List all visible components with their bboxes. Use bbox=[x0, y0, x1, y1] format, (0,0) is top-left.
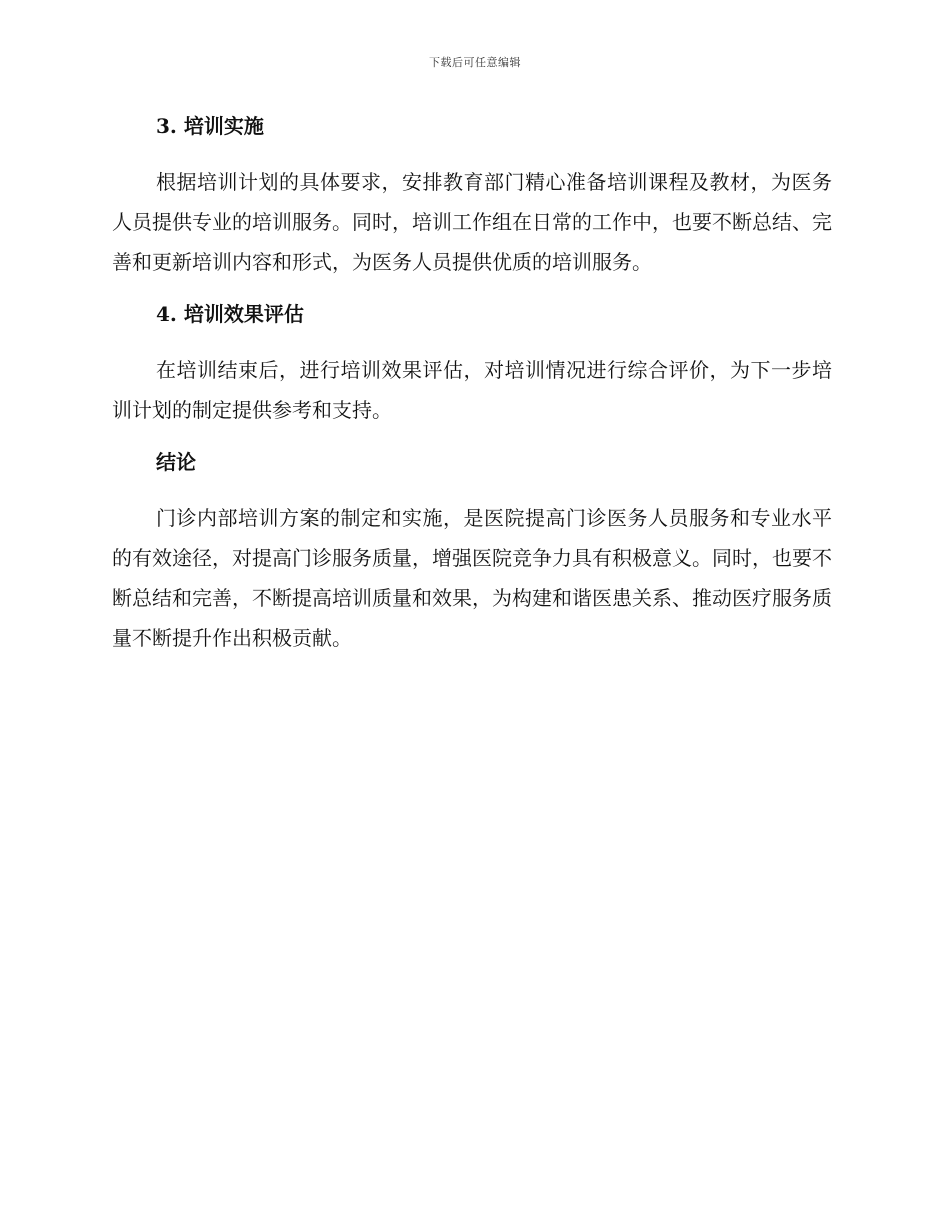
section-heading: 3. 培训实施 bbox=[156, 114, 264, 138]
section-training-evaluation bbox=[112, 294, 832, 430]
section-paragraph: 在培训结束后，进行培训效果评估，对培训情况进行综合评价，为下一步培训计划的制定提供参考和支持。 bbox=[112, 358, 832, 422]
section-conclusion bbox=[112, 442, 832, 658]
document-body bbox=[112, 106, 832, 670]
section-heading: 4. 培训效果评估 bbox=[156, 302, 304, 326]
page-header-note: 下载后可任意编辑 bbox=[429, 56, 521, 69]
section-paragraph: 门诊内部培训方案的制定和实施，是医院提高门诊医务人员服务和专业水平的有效途径，对提高门诊服务质量，增强医院竞争力具有积极意义。同时，也要不断总结和完善，不断提高培训质量和效果，为构建和谐医患关系、推动医疗服务质量不断提升作出积极贡献。 bbox=[112, 506, 832, 650]
section-heading: 结论 bbox=[156, 450, 196, 474]
section-training-implementation bbox=[112, 106, 832, 282]
section-paragraph: 根据培训计划的具体要求，安排教育部门精心准备培训课程及教材，为医务人员提供专业的培训服务。同时，培训工作组在日常的工作中，也要不断总结、完善和更新培训内容和形式，为医务人员提供优质的培训服务。 bbox=[112, 170, 832, 274]
